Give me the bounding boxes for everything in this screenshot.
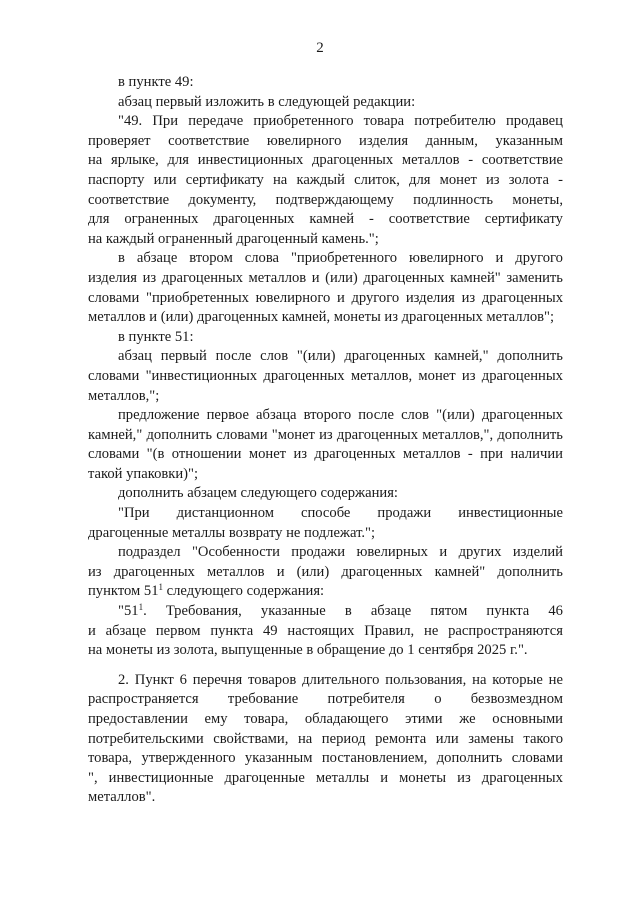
text-line: соответствие документу, подтверждающему подлинность монеты, <box>88 191 563 208</box>
page-number: 2 <box>316 40 324 56</box>
text-line: 2. Пункт 6 перечня товаров длительного пользования, на которые не <box>118 671 563 688</box>
text-line: такой упаковки)"; <box>88 465 199 482</box>
text-line: проверяет соответствие ювелирного изделия данным, указанным <box>88 132 563 149</box>
text-line: в абзаце втором слова "приобретенного ювелирного и другого <box>118 250 563 267</box>
text-line: металлов и (или) драгоценных камней, монеты из драгоценных металлов"; <box>88 309 555 326</box>
paragraph-gap <box>88 661 563 671</box>
text-line: предоставлении ему товара, обладающего этими же основными <box>88 711 563 727</box>
text-line: предложение первое абзаца второго после слов "(или) драгоценных <box>118 407 563 424</box>
text-line: ", инвестиционные драгоценные металлы и монеты из драгоценных <box>88 769 563 786</box>
text-line: потребительскими свойствами, на период ремонта или замены такого <box>88 730 563 747</box>
document-body <box>88 73 563 808</box>
text-line: металлов,"; <box>88 387 160 404</box>
text-line: распространяется требование потребителя о безвозмездном <box>88 691 563 708</box>
superscript: 1 <box>138 602 144 613</box>
text-line: пунктом $51^1$ следующего содержания: <box>88 582 325 600</box>
text-line: на каждый ограненный драгоценный камень."; <box>88 230 379 247</box>
text-line: на ярлыке, для инвестиционных драгоценных металлов - соответствие <box>88 152 563 169</box>
text-line: словами "(в отношении монет из драгоценных металлов - при наличии <box>88 446 563 463</box>
text-line: металлов". <box>88 789 156 806</box>
text-line: словами "инвестиционных драгоценных металлов, монет из драгоценных <box>88 367 563 384</box>
text-line: словами "приобретенных ювелирного и другого изделия из драгоценных <box>88 289 563 306</box>
text-line: "При дистанционном способе продажи инвестиционные <box>118 505 563 522</box>
text-line: в пункте 51: <box>118 328 194 345</box>
text-line: для ограненных драгоценных камней - соответствие сертификату <box>88 211 563 228</box>
text-line: дополнить абзацем следующего содержания: <box>118 485 398 502</box>
text-line: камней," дополнить словами "монет из драгоценных металлов,", дополнить <box>88 426 563 443</box>
text-line: драгоценные металлы возврату не подлежат."; <box>88 524 376 541</box>
text-line: абзац первый после слов "(или) драгоценных камней," дополнить <box>118 348 563 365</box>
text-line: товара, утвержденного указанным постановлением, дополнить словами <box>88 750 563 767</box>
superscript: 1 <box>158 582 163 593</box>
text-line: из драгоценных металлов и (или) драгоценных камней" дополнить <box>88 563 563 580</box>
text-line: "49. При передаче приобретенного товара потребителю продавец <box>118 113 563 130</box>
text-line: и абзаце первом пункта 49 настоящих Правил, не распространяются <box>88 622 563 639</box>
text-line: подраздел "Особенности продажи ювелирных и других изделий <box>118 544 563 561</box>
text-line: изделия из драгоценных металлов и (или) драгоценных камней" заменить <box>88 269 563 286</box>
text-line: абзац первый изложить в следующей редакции: <box>118 93 416 110</box>
text-line: в пункте 49: <box>118 74 194 90</box>
text-line: на монеты из золота, выпущенные в обращение до 1 сентября 2025 г.". <box>88 642 528 659</box>
text-line: "$51^1$. Требования, указанные в абзаце пятом пункта 46 <box>118 602 563 620</box>
text-line: паспорту или сертификату на каждый слиток, для монет из золота - <box>88 171 563 188</box>
